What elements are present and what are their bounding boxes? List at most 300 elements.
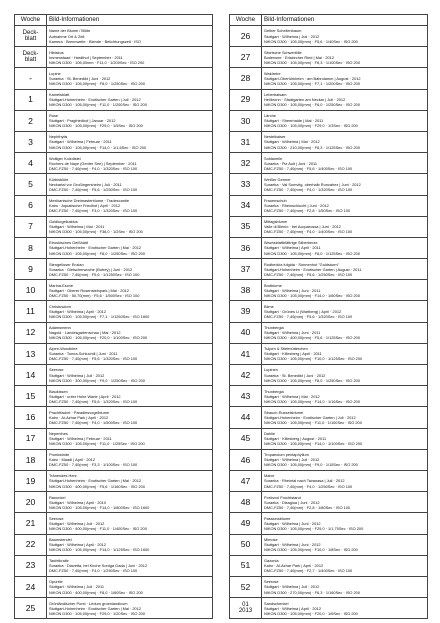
week-cell: 51: [230, 555, 262, 576]
camera-settings: DMC-FZ50 · 7,40(mm) · F4,0 · 1/400Sec · ISO 100: [264, 229, 353, 235]
table-row: [230, 322, 428, 343]
location-date: Suraeka · St. Benedikt | Juni · 2012: [49, 75, 111, 81]
camera-settings: NIKON D300 · 105,00(mm) · F14,0 · 1/60Sec · ISO 200: [264, 292, 361, 298]
flower-name: Seerose: [264, 579, 279, 585]
info-cell: [47, 259, 213, 280]
flower-name: Rudbeckia fulgida · Sonnenhut "Goldsturm": [264, 261, 339, 267]
week-cell: 13: [15, 343, 47, 364]
camera-settings: NIKON D300 · 105,00(mm) · F29,0 · 1/5Sec · ISO 200: [49, 123, 143, 129]
week-cell: 17: [15, 428, 47, 449]
week-cell: 21: [15, 513, 47, 534]
week-cell: 15: [15, 386, 47, 407]
week-cell: -: [15, 68, 47, 89]
info-cell: [262, 131, 428, 152]
info-cell: [47, 492, 213, 513]
flower-name: Kamelsblatt: [49, 92, 70, 98]
camera-settings: NIKON D300 · 400,00(mm) · F11,0 · 1/400Sec · ISO 200: [49, 525, 147, 531]
table-row: [230, 492, 428, 513]
location-date: Stuttgart-Obertürkheim · am Bahndamm | August · 2012: [264, 75, 361, 81]
camera-settings: NIKON D300 · 105,00(mm) · F29,0 · 1/1,75Sec · ISO 200: [264, 525, 364, 531]
week-cell: 11: [15, 301, 47, 322]
flower-name: Mittagsblume: [264, 219, 288, 225]
flower-name: Sibirische Schwertlilie: [264, 49, 302, 55]
info-cell: [262, 153, 428, 174]
flower-name: Soldanelle: [264, 155, 283, 161]
location-date: Stuttgart-Hohenheim · Exotischer Garten | Mai · 2012: [49, 245, 142, 251]
header-row: [15, 15, 213, 26]
flower-name: Sandschenkel: [264, 600, 289, 606]
flower-name: Mimose: [264, 536, 278, 542]
week-cell: 14: [15, 365, 47, 386]
location-date: Stuttgart · Wilhelma | Februar · 2011: [49, 139, 112, 145]
location-date: Stuttgart · Wilhelma | April · 2012: [264, 605, 322, 611]
week-cell: 29: [230, 89, 262, 110]
flower-name: Nestelkaiser: [264, 134, 286, 140]
camera-settings: NIKON D300 · 105,00(mm) · F29,0 · 1/3Sec · ISO 200: [264, 123, 358, 129]
week-cell: 20: [15, 492, 47, 513]
location-date: Stuttgart · Wilhelma | Juli · 2012: [49, 372, 105, 378]
location-date: Stuttgart · Oberer Rosensteinpark | Mai · 2012: [49, 287, 129, 293]
location-date: Nagold · Landesgartenschau | Mai · 2012: [49, 330, 121, 336]
table-row: [15, 513, 213, 534]
camera-settings: NIKON D300 · 105,00(mm) · F8,0 · 1/250Sec · ISO 200: [49, 81, 146, 87]
location-date: Stuttgart · Wilhelma | Mai · 2012: [264, 393, 320, 399]
info-cell: [262, 259, 428, 280]
location-date: Stuttgart · Wilhelma | Februar · 2011: [49, 436, 112, 442]
week-cell: 31: [230, 131, 262, 152]
right-table-body: [230, 26, 428, 619]
location-date: Stuttgart · Wilhelma | Juni · 2012: [264, 520, 321, 526]
flower-name: Rose: [49, 113, 59, 119]
info-cell: [47, 343, 213, 364]
camera-settings: NIKON D300 · 105,00(mm) · F6,3 · 1/100Sec · ISO 200: [264, 59, 361, 65]
location-date: Stuttgart-Hohenheim · Exotischer Garten | Juli · 2012: [49, 97, 141, 103]
table-row: [230, 386, 428, 407]
camera-settings: DMC-FZ50 · 7,40(mm) · F2,8 · 1/50Sec · ISO 100: [264, 208, 351, 214]
info-cell: [47, 598, 213, 619]
table-row: [230, 216, 428, 237]
table-row: [230, 280, 428, 301]
week-cell: 38: [230, 280, 262, 301]
flower-name: Goldkugelkaktus: [49, 219, 78, 225]
camera-settings: NIKON D300 · 105,00(mm) · F14,0 · 1/16Sec · ISO 200: [264, 398, 361, 404]
week-cell: 34: [230, 195, 262, 216]
info-cell: [47, 513, 213, 534]
week-cell: Deck- blatt: [15, 47, 47, 68]
week-cell: 7: [15, 216, 47, 237]
week-cell: 45: [230, 428, 262, 449]
location-date: Stuttgart · Wilhelma | Mai · 2012: [264, 139, 320, 145]
week-cell: 10: [15, 280, 47, 301]
week-cell: 43: [230, 386, 262, 407]
week-cell: 23: [15, 555, 47, 576]
table-row: [15, 131, 213, 152]
flower-name: Frauenschuh: [264, 197, 287, 203]
location-date: Suraeka · Disagiua | Juni · 2012: [264, 499, 320, 505]
flower-name: Grönländischer Porst · Ledum groenlandicum: [49, 600, 128, 606]
info-cell: [47, 301, 213, 322]
info-cell: [47, 153, 213, 174]
week-cell: 36: [230, 237, 262, 258]
camera-settings: NIKON D300 · 105,00(mm) · F6,0 · 1/250Sec · ISO 200: [264, 102, 361, 108]
camera-settings: NIKON D300 · 400,00(mm) · F8,0 · 1/60Sec · ISO 200: [49, 589, 143, 595]
info-cell: [262, 195, 428, 216]
info-cell: [262, 110, 428, 131]
camera-settings: DMC-FZ50 · 7,40(mm) · F3,0 · 1/320Sec · ISO 100: [49, 208, 138, 214]
week-cell: 37: [230, 259, 262, 280]
flower-name: Gelber Schellenbaum: [264, 28, 302, 34]
week-cell: 48: [230, 492, 262, 513]
camera-settings: NIKON D300 · 105,00(mm) · F20,0 · 1/100Sec · ISO 200: [49, 335, 148, 341]
table-row: [15, 534, 213, 555]
week-cell: 9: [15, 259, 47, 280]
location-date: Kairo · Al-Azhar Park | April · 2012: [264, 563, 324, 569]
location-date: Kairo · Aquatischer Friedhof | April · 2012: [49, 203, 121, 209]
week-cell: 24: [15, 576, 47, 597]
flower-name: Opuntie: [49, 579, 63, 585]
table-row: [15, 492, 213, 513]
flower-name: Prunkwinde: [49, 452, 70, 458]
info-cell: [262, 280, 428, 301]
week-cell: 19: [15, 470, 47, 491]
flower-name: Tulpen & Stiefmütterchen: [264, 346, 308, 352]
location-date: Stuttgart · Wilhelma | Mai · 2011: [49, 224, 105, 230]
camera-settings: NIKON D300 · 105,00(mm) · F14,0 · 1/100Sec · ISO 200: [264, 441, 363, 447]
table-row: [230, 26, 428, 47]
camera-settings: NIKON D300 · 105,00(mm) · F11,0 · 1/25Sec · ISO 200: [49, 441, 145, 447]
info-cell: [262, 555, 428, 576]
table-row: [230, 407, 428, 428]
info-cell: [262, 216, 428, 237]
camera-settings: DMC-FZ50 · 7,40(mm) · F4,0 · 1/500Sec · ISO 100: [49, 420, 138, 426]
location-date: Stuttgart-Hohenheim · Exotischer Garten | Juli · 2012: [264, 414, 356, 420]
table-row: [15, 47, 213, 68]
location-date: Stuttgart · Killesberg | April · 2011: [264, 351, 322, 357]
flower-name: Brotblume: [264, 282, 282, 288]
location-date: Aufnahme Ort & Zeit: [49, 33, 85, 39]
location-date: Suraeka · Piz Ault | Juni · 2011: [264, 160, 318, 166]
camera-settings: Kamera · Brennweite · Blende · Belichtungszeit · ISO: [49, 38, 141, 44]
info-cell: [47, 89, 213, 110]
week-cell: 27: [230, 47, 262, 68]
week-cell: 3: [15, 131, 47, 152]
flower-name: Tränendes Herz: [49, 473, 77, 479]
table-row: [15, 470, 213, 491]
table-row: [15, 259, 213, 280]
location-date: Valle di Blenio · bei Acquarossa | Juni · 2012: [264, 224, 341, 230]
camera-settings: DMC-FZ50 · 7,40(mm) · F5,6 · 1/320Sec · ISO 100: [264, 314, 353, 320]
location-date: Neckartal vor Großingersheim | Juli · 2011: [49, 181, 122, 187]
week-cell: 42: [230, 365, 262, 386]
info-cell: [47, 131, 213, 152]
camera-settings: NIKON D300 · 400,00(mm) · F5,6 · 1/160Sec · ISO 200: [49, 483, 146, 489]
camera-settings: DMC-FZ50 · 7,40(mm) · F2,7 · 1/400Sec · ISO 100: [264, 568, 353, 574]
camera-settings: DMC-FZ50 · 7,40(mm) · F4,0 · 1/250Sec · ISO 100: [49, 568, 138, 574]
table-row: [15, 301, 213, 322]
flower-name: Leberbalsam: [264, 92, 287, 98]
camera-settings: DMC-FZ50 · 7,40(mm) · F3,3 · 1/100Sec · ISO 100: [49, 462, 138, 468]
flower-name: Etruskisches Geißblatt: [49, 240, 88, 246]
info-cell: [262, 237, 428, 258]
table-row: [230, 365, 428, 386]
info-cell: [262, 598, 428, 619]
table-row: [230, 343, 428, 364]
table-row: [230, 89, 428, 110]
location-date: Stuttgart-Hohenheim · Exotischer Garten | August · 2011: [264, 266, 362, 272]
location-date: Stuttgart · Wilhelma | Juli · 2011: [49, 584, 104, 590]
flower-name: Tropaeolum pentaphyllum: [264, 452, 309, 458]
camera-settings: DMC-FZ50 · 7,40(mm) · F4,0 · 1/320Sec · ISO 100: [49, 165, 138, 171]
info-cell: [262, 47, 428, 68]
location-date: Stuttgart · Wilhelma | April · 2012: [49, 308, 107, 314]
flower-name: Lupinen: [264, 367, 278, 373]
flower-name: Malve: [264, 473, 275, 479]
location-date: Suraeka · Diavetta, bei Kirche Sontga Gada | Juni · 2012: [49, 563, 148, 569]
info-cell: [262, 26, 428, 47]
table-row: [15, 280, 213, 301]
week-cell: 52: [230, 576, 262, 597]
week-cell: 40: [230, 322, 262, 343]
info-cell: [47, 449, 213, 470]
info-cell: [47, 470, 213, 491]
camera-settings: DMC-FZ50 · 7,40(mm) · F5,6 · 1/400Sec · ISO 100: [264, 165, 353, 171]
camera-settings: NIKON D300 · 105,00(mm) · F20,0 · 1/6Sec · ISO 200: [264, 610, 358, 616]
info-cell: [47, 195, 213, 216]
week-cell: 4: [15, 153, 47, 174]
flower-name: Dahlie: [264, 431, 276, 437]
flower-name: Porösvol Fruchtstand: [264, 494, 301, 500]
info-cell: [47, 110, 213, 131]
week-cell: 5: [15, 174, 47, 195]
info-cell: [262, 576, 428, 597]
table-row: [230, 576, 428, 597]
table-row: [230, 68, 428, 89]
camera-settings: NIKON D300 · 105,00(mm) · F10,0 · 1/125Sec · ISO 200: [264, 356, 363, 362]
week-header: Woche: [230, 15, 262, 26]
location-date: Stuttgart-Hohenheim · Exotischer Garten | Mai · 2012: [49, 605, 142, 611]
week-cell: 44: [230, 407, 262, 428]
info-cell: [47, 322, 213, 343]
flower-name: Mexikanische Dreimasterblume · Tradescantie: [49, 197, 130, 203]
camera-settings: DMC-FZ50 · 7,40(mm) · F5,6 · 1/250Sec · ISO 100: [264, 271, 353, 277]
week-cell: 18: [15, 449, 47, 470]
table-row: [15, 386, 213, 407]
flower-name: Alpen-Wundklee: [49, 346, 78, 352]
camera-settings: DMC-FZ50 · 7,40(mm) · F2,8 · 1/80Sec · ISO 100: [264, 504, 351, 510]
location-date: Stuttgart · Sheerhalde | Mai · 2011: [264, 118, 324, 124]
location-date: Stuttgart · Wilhelma | Juni · 2011: [264, 330, 321, 336]
week-cell: 50: [230, 534, 262, 555]
week-cell: 46: [230, 449, 262, 470]
table-row: [15, 26, 213, 47]
location-date: Stuttgart · Wilhelma | April · 2012: [49, 542, 107, 548]
table-row: [15, 449, 213, 470]
info-header: Bild-Informationen: [262, 15, 428, 26]
week-cell: 26: [230, 26, 262, 47]
flower-name: Thunbergia: [264, 388, 284, 394]
table-row: [15, 174, 213, 195]
location-date: Suraeka · Gletscherwoche (Botrey) | Juni · 2012: [49, 266, 133, 272]
flower-name: Strauch-Russelsblume: [264, 409, 304, 415]
info-cell: [262, 322, 428, 343]
location-date: Stuttgart · unter Hohe Warte | April · 2012: [49, 393, 121, 399]
week-cell: 30: [230, 110, 262, 131]
info-cell: [262, 386, 428, 407]
info-cell: [262, 89, 428, 110]
info-cell: [262, 68, 428, 89]
table-row: [15, 195, 213, 216]
info-cell: [47, 365, 213, 386]
flower-name: Adamsmenn: [49, 325, 71, 331]
table-row: [15, 407, 213, 428]
location-date: Stuttgart · Wilhelma | Juli · 2012: [264, 33, 320, 39]
info-cell: [47, 216, 213, 237]
camera-settings: NIKON D300 · 105,00(mm) · F29,0 · 1/20Sec · ISO 200: [49, 610, 146, 616]
camera-settings: NIKON D300 · 105,00mm · F11,0 · 1/200Sec · ISO 200: [49, 59, 145, 65]
camera-settings: NIKON D300 · 210,00(mm) · F6,3 · 1/125Sec · ISO 200: [264, 144, 361, 150]
table-row: [15, 89, 213, 110]
camera-settings: NIKON D300 · 105,00(mm) · F11,0 · 1/100Sec · ISO 200: [264, 420, 362, 426]
week-cell: 41: [230, 343, 262, 364]
camera-settings: DMC-FZ50 · 7,40(mm) · F5,6 · 1/320Sec · ISO 100: [49, 356, 138, 362]
info-cell: [262, 492, 428, 513]
info-cell: [47, 280, 213, 301]
location-date: Suraeka · Val Sumvitg, oberhalb Runcahez | Juni · 2012: [264, 181, 361, 187]
camera-settings: DMC-FZ50 · 7,40(mm) · F4,0 · 1/250Sec · ISO 100: [264, 483, 353, 489]
camera-settings: NIKON D300 · 105,00(mm) · F9,0 · 1/15Sec · ISO 200: [264, 462, 358, 468]
location-date: Kairo · Al-Azhar Park | April · 2012: [49, 414, 109, 420]
info-cell: [47, 576, 213, 597]
flower-name: Lupine: [49, 70, 61, 76]
info-cell: [262, 534, 428, 555]
table-row: [15, 428, 213, 449]
location-date: Stuttgart-Hohenheim · Exotischer Garten | Mai · 2012: [49, 478, 142, 484]
info-cell: [47, 555, 213, 576]
flower-name: Marina-Esche: [49, 282, 74, 288]
table-row: [15, 322, 213, 343]
table-row: [15, 555, 213, 576]
camera-settings: NIKON D300 · 105,00(mm) · F7,1 · 1/200Sec · ISO 200: [264, 81, 361, 87]
location-date: Stuttgart · Wilhelma | Juli · 2012: [264, 584, 320, 590]
location-date: Suraeka · Rheintal nach Tavanasa | Juli · 2012: [264, 478, 345, 484]
table-row: [15, 237, 213, 258]
camera-settings: NIKON D300 · 105,00(mm) · F8,0 · 1/250Sec · ISO 200: [264, 377, 361, 383]
location-date: Suraeka · Rheinschlucht | Juni · 2012: [264, 203, 329, 209]
info-cell: [262, 407, 428, 428]
location-date: Rochers de Naye (Genfer See) | September · 2011: [49, 160, 137, 166]
header-row: [230, 15, 428, 26]
location-date: Stuttgart · Wilhelma | Juni · 2012: [264, 542, 321, 548]
flower-name: Weißer Germer: [264, 176, 291, 182]
flower-name: Kürbisblüte: [49, 176, 69, 182]
info-cell: [262, 301, 428, 322]
flower-name: Gazonia: [264, 558, 279, 564]
week-cell: 12: [15, 322, 47, 343]
table-row: [230, 301, 428, 322]
flower-name: Christusdorn: [49, 303, 72, 309]
table-row: [15, 68, 213, 89]
camera-settings: NIKON D300 · 105,00(mm) · F8,0 · 1/125Sec · ISO 200: [264, 250, 361, 256]
camera-settings: NIKON D300 · 105,00(mm) · F14,0 · 1/1,6Sec · ISO 200: [49, 144, 147, 150]
info-cell: [47, 407, 213, 428]
camera-settings: NIKON D300 · 105,00(mm) · F7,1 · 1/1250Sec · ISO 1600: [49, 314, 150, 320]
week-cell: 35: [230, 216, 262, 237]
table-row: [230, 428, 428, 449]
location-date: Stuttgart · Wilhelma | Juli · 2012: [264, 457, 320, 463]
info-cell: [47, 68, 213, 89]
table-row: [230, 598, 428, 619]
week-cell: 6: [15, 195, 47, 216]
info-header: Bild-Informationen: [47, 15, 213, 26]
table-row: [230, 110, 428, 131]
week-cell: 01 2013: [230, 598, 262, 619]
week-cell: 1: [15, 89, 47, 110]
location-date: Stuttgart · Grünes U (Wartberg) | April · 2012: [264, 308, 342, 314]
camera-settings: DMC-FZ50 · 7,40(mm) · F5,6 · 1/1250Sec · ISO 100: [49, 271, 140, 277]
location-date: Suraeka · Tonna-Schluchtli | Juni · 2011: [49, 351, 118, 357]
table-row: [230, 237, 428, 258]
left-table: [14, 14, 213, 619]
location-date: Immenstaad · Hardthof | September · 2011: [49, 54, 123, 60]
flower-name: Baumstendel: [49, 536, 72, 542]
table-row: [230, 153, 428, 174]
camera-settings: NIKON D300 · 105,00(mm) · F8,0 · 1/250Sec · ISO 200: [49, 250, 146, 256]
location-date: Stuttgart · Wilhelma | April · 2010: [49, 499, 107, 505]
flower-name: Wachsblattblättrige Silberkerze: [264, 240, 318, 246]
table-row: [15, 598, 213, 619]
info-cell: [47, 386, 213, 407]
info-cell: [47, 174, 213, 195]
location-date: Suraeka · St. Benedikt | Juni · 2012: [264, 372, 326, 378]
location-date: Kairo · Maadi | April · 2012: [49, 457, 95, 463]
flower-name: Stengelloser Enzian: [49, 261, 84, 267]
camera-settings: DMC-FZ50 · 7,40(mm) · F5,6 · 1/250Sec · ISO 100: [49, 186, 138, 192]
camera-settings: NIKON D300 · 270,00(mm) · F6,3 · 1/160Sec · ISO 200: [264, 589, 361, 595]
camera-settings: NIKON D300 · 105,00(mm) · F11,0 · 1/200Sec · ISO 200: [49, 102, 147, 108]
camera-settings: NIKON D300 · 105,00(mm) · F14,0 · 1/125Sec · ISO 1600: [49, 547, 150, 553]
week-cell: 8: [15, 237, 47, 258]
camera-settings: NIKON D300 · 105,00(mm) · F10,0 · 1/8Sec · ISO 200: [264, 547, 358, 553]
info-cell: [262, 428, 428, 449]
info-cell: [262, 174, 428, 195]
week-cell: 2: [15, 110, 47, 131]
info-cell: [47, 237, 213, 258]
location-date: Heilbronn · Stadtgarten am Neckar | Juli · 2012: [264, 97, 346, 103]
camera-settings: DMC-FZ50 · 7,40(mm) · F5,6 · 1/320Sec · ISO 100: [49, 398, 138, 404]
flower-name: Prachtfackel · Paradiesvogelblume: [49, 409, 110, 415]
camera-settings: DMC-FZ50 · 50,70(mm) · F5,6 · 1/500Sec · ISO 100: [49, 292, 140, 298]
location-date: Stuttgart · Wilhelma | Juni · 2011: [264, 287, 321, 293]
location-date: Stuttgart · Pragfriedhof | Januar · 2012: [49, 118, 116, 124]
week-cell: 47: [230, 470, 262, 491]
flower-name: Hibiskus: [49, 49, 64, 55]
table-row: [230, 259, 428, 280]
flower-name: Blaukissen: [49, 388, 68, 394]
table-row: [230, 131, 428, 152]
week-cell: 32: [230, 153, 262, 174]
table-row: [15, 110, 213, 131]
camera-settings: NIKON D300 · 300,00(mm) · F9,0 · 1/250Sec · ISO 200: [49, 377, 146, 383]
table-row: [15, 365, 213, 386]
right-table: [229, 14, 428, 619]
camera-settings: NIKON D300 · 105,00(mm) · F36,0 · 1/2Sec · ISO 200: [49, 229, 143, 235]
table-row: [15, 153, 213, 174]
flower-name: Thunbergia: [264, 325, 284, 331]
camera-settings: NIKON D300 · 105,00(mm) · F14,0 · 1/800Sec · ISO 1600: [49, 504, 150, 510]
table-row: [230, 534, 428, 555]
week-cell: 49: [230, 513, 262, 534]
camera-settings: NIKON D300 · 105,00(mm) · F5,6 · 1/40Sec · ISO 200: [264, 38, 358, 44]
